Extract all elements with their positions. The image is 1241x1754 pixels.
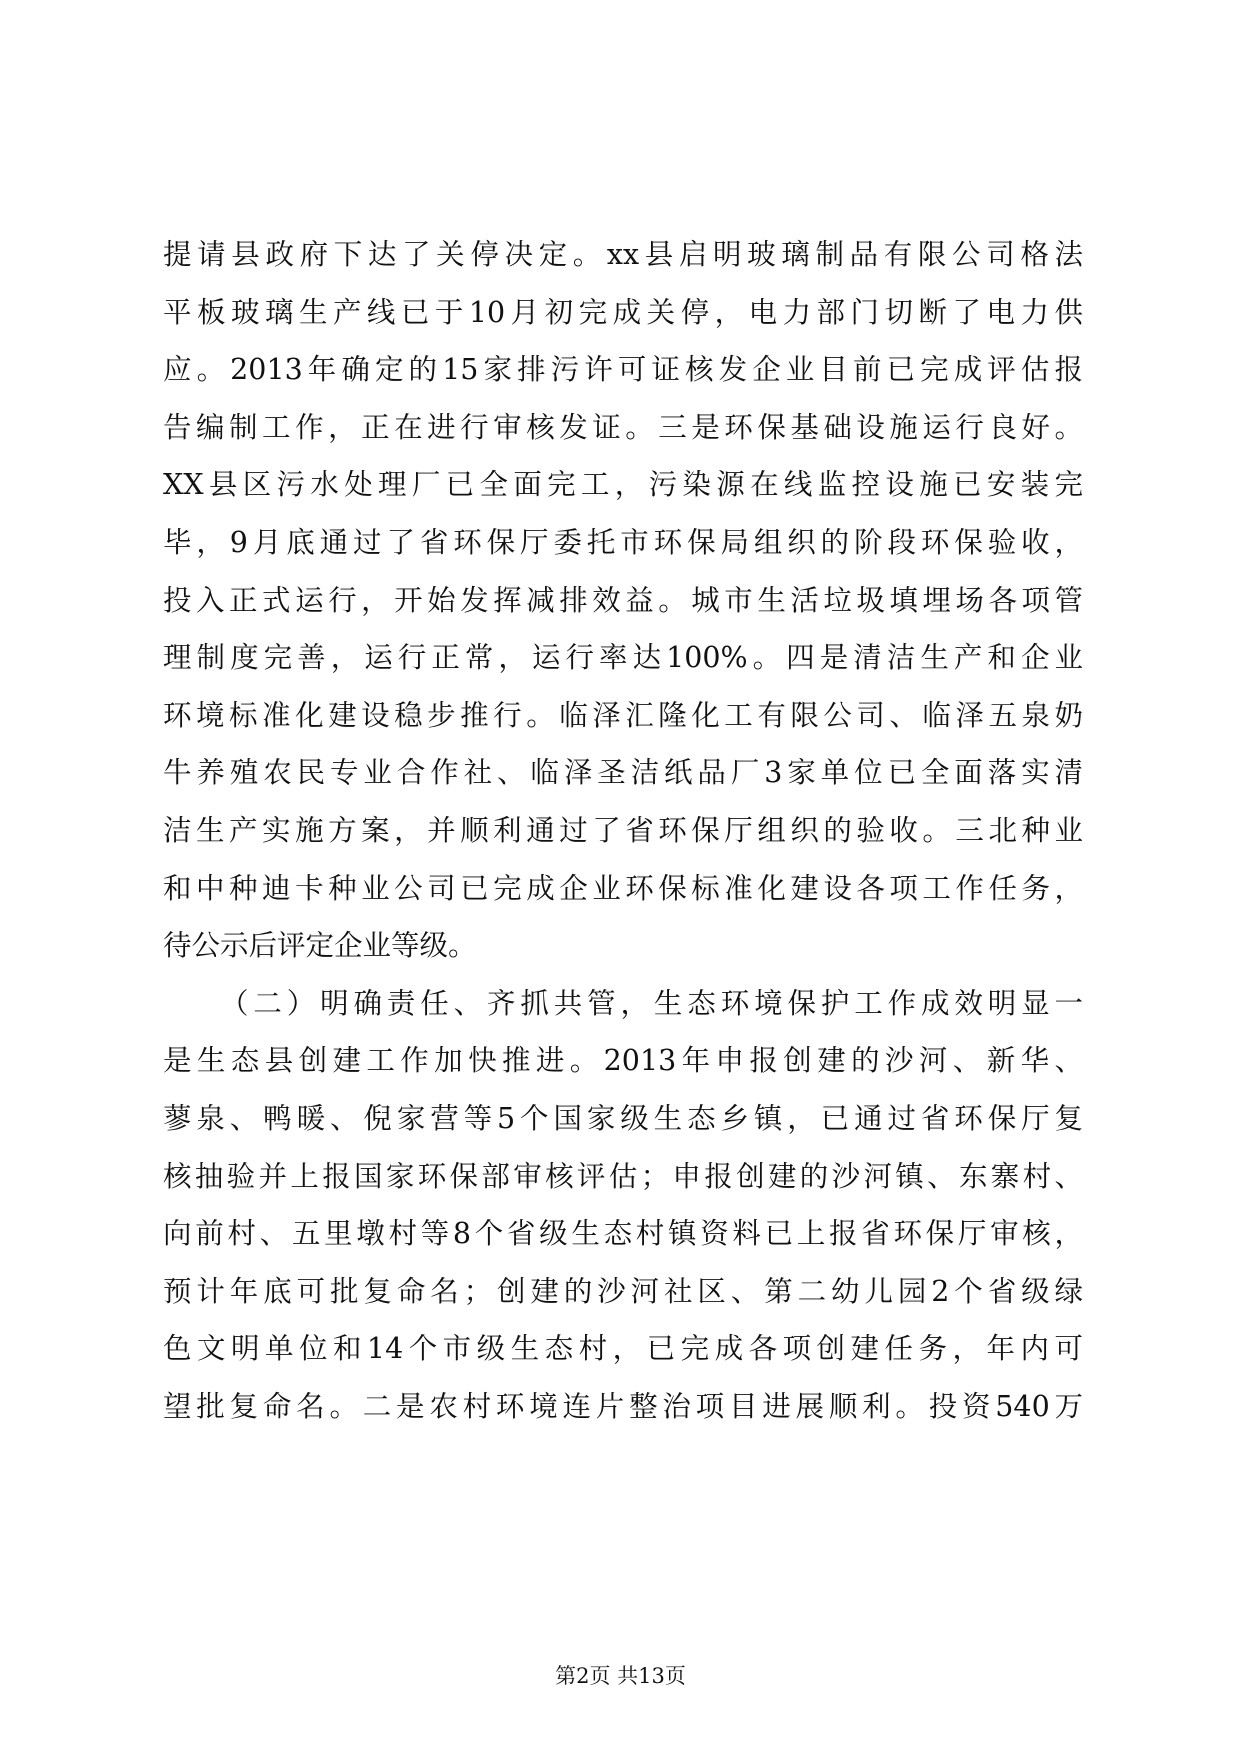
text-line: XX县区污水处理厂已全面完工，污染源在线监控设施已安装完 [163, 468, 1083, 502]
text-line: 牛养殖农民专业合作社、临泽圣洁纸品厂3家单位已全面落实清 [163, 756, 1083, 790]
text-line: 平板玻璃生产线已于10月初完成关停，电力部门切断了电力供 [163, 295, 1083, 329]
text-line: 是生态县创建工作加快推进。2013年申报创建的沙河、新华、 [163, 1044, 1083, 1078]
section-heading-line: （二）明确责任、齐抓共管，生态环境保护工作成效明显一 [220, 986, 1083, 1020]
text-line: 环境标准化建设稳步推行。临泽汇隆化工有限公司、临泽五泉奶 [163, 698, 1083, 732]
text-line: 色文明单位和14个市级生态村，已完成各项创建任务，年内可 [163, 1332, 1083, 1366]
page-number-footer: 第2页 共13页 [555, 1664, 686, 1688]
text-line: 望批复命名。二是农村环境连片整治项目进展顺利。投资540万 [163, 1389, 1083, 1423]
text-line: 提请县政府下达了关停决定。xx县启明玻璃制品有限公司格法 [163, 238, 1083, 271]
text-line: 告编制工作，正在进行审核发证。三是环保基础设施运行良好。 [163, 410, 1083, 444]
text-line: 核抽验并上报国家环保部审核评估；申报创建的沙河镇、东寨村、 [163, 1159, 1083, 1193]
text-line: 洁生产实施方案，并顺利通过了省环保厅组织的验收。三北种业 [163, 813, 1083, 847]
text-line: 毕，9月底通过了省环保厅委托市环保局组织的阶段环保验收， [163, 525, 1083, 559]
body-text [163, 226, 1083, 1435]
text-line: 应。2013年确定的15家排污许可证核发企业目前已完成评估报 [163, 353, 1083, 387]
text-line: 向前村、五里墩村等8个省级生态村镇资料已上报省环保厅审核， [163, 1217, 1083, 1251]
text-line: 和中种迪卡种业公司已完成企业环保标准化建设各项工作任务， [163, 871, 1083, 905]
text-line: 理制度完善，运行正常，运行率达100%。四是清洁生产和企业 [163, 641, 1083, 675]
text-line: 预计年底可批复命名；创建的沙河社区、第二幼儿园2个省级绿 [163, 1274, 1083, 1308]
text-line: 蓼泉、鸭暖、倪家营等5个国家级生态乡镇，已通过省环保厅复 [163, 1101, 1083, 1135]
text-line: 投入正式运行，开始发挥减排效益。城市生活垃圾填埋场各项管 [163, 583, 1083, 617]
paragraph-end-line: 待公示后评定企业等级。 [163, 929, 477, 963]
